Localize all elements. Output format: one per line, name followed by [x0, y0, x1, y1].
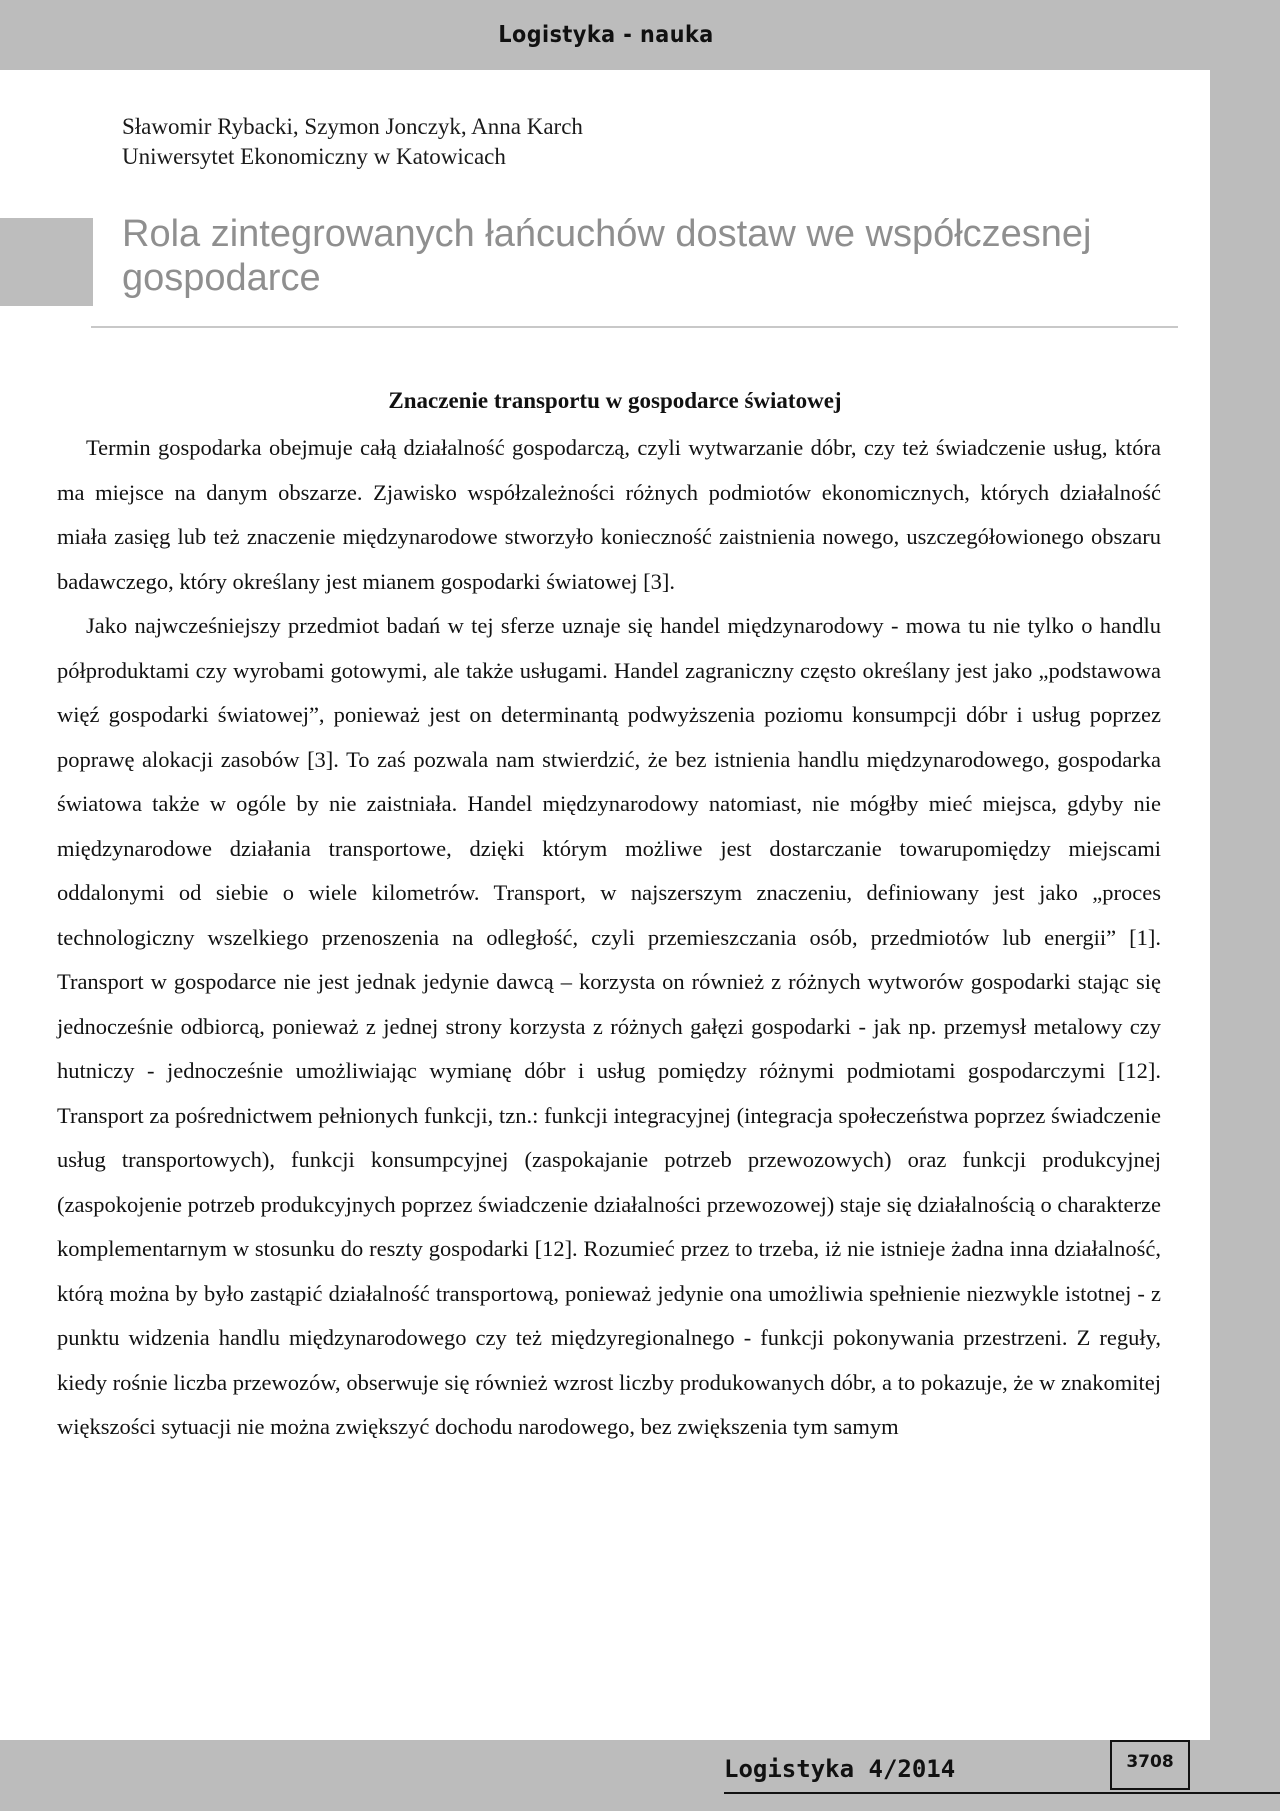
- article-body: [57, 426, 1161, 1450]
- title-rule: [91, 326, 1178, 328]
- journal-issue: Logistyka 4/2014: [724, 1755, 956, 1783]
- affiliation: Uniwersytet Ekonomiczny w Katowicach: [122, 144, 506, 169]
- title-band: [0, 218, 93, 306]
- author-block: [122, 112, 583, 172]
- paragraph: Termin gospodarka obejmuje całą działalność gospodarczą, czyli wytwarzanie dóbr, czy też świadczenie usług, która ma miejsce na danym obszarze. Zjawisko współzależności różnych podmiotów ekonomicznych, których działalność miała zasięg lub też znaczenie międzynarodowe stworzyło konieczność zaistnienia nowego, uszczegółowionego obszaru badawczego, który określany jest mianem gospodarki światowej [3].: [57, 435, 1161, 594]
- section-heading: Znaczenie transportu w gospodarce światowej: [388, 388, 842, 413]
- page-footer: [0, 1740, 1280, 1811]
- authors: Sławomir Rybacki, Szymon Jonczyk, Anna Karch: [122, 114, 583, 139]
- page-number: 3708: [1126, 1752, 1174, 1772]
- journal-header: [0, 0, 1280, 70]
- paper-title: Rola zintegrowanych łańcuchów dostaw we współczesnej gospodarce: [122, 213, 1092, 299]
- paragraph: Jako najwcześniejszy przedmiot badań w tej sferze uznaje się handel międzynarodowy - mowa tu nie tylko o handlu półproduktami czy wyrobami gotowymi, ale także usługami. Handel zagraniczny często określany jest jako „podstawowa więź gospodarki światowej”, ponieważ jest on determinantą podwyższenia poziomu konsumpcji dóbr i usług poprzez poprawę alokacji zasobów [3]. To zaś pozwala nam stwierdzić, że bez istnienia handlu międzynarodowego, gospodarka światowa także w ogóle by nie zaistniała. Handel międzynarodowy natomiast, nie mógłby mieć miejsca, gdyby nie międzynarodowe działania transportowe, dzięki którym możliwe jest dostarczanie towarupomiędzy miejscami oddalonymi od siebie o wiele kilometrów. Transport, w najszerszym znaczeniu, definiowany jest jako „proces technologiczny wszelkiego przenoszenia na odległość, czyli przemieszczania osób, przedmiotów lub energii” [1]. Transport w gospodarce nie jest jednak jedynie dawcą – korzysta on również z różnych wytworów gospodarki stając się jednocześnie odbiorcą, ponieważ z jednej strony korzysta z różnych gałęzi gospodarki - jak np. przemysł metalowy czy hutniczy - jednocześnie umożliwiając wymianę dóbr i usług pomiędzy różnymi podmiotami gospodarczymi [12]. Transport za pośrednictwem pełnionych funkcji, tzn.: funkcji integracyjnej (integracja społeczeństwa poprzez świadczenie usług transportowych), funkcji konsumpcyjnej (zaspokajanie potrzeb przewozowych) oraz funkcji produkcyjnej (zaspokojenie potrzeb produkcyjnych poprzez świadczenie działalności przewozowej) staje się działalnością o charakterze komplementarnym w stosunku do reszty gospodarki [12]. Rozumieć przez to trzeba, iż nie istnieje żadna inna działalność, którą można by było zastąpić działalność transportową, ponieważ jedynie ona umożliwia spełnienie niezwykle istotnej - z punktu widzenia handlu międzynarodowego czy też międzyregionalnego - funkcji pokonywania przestrzeni. Z reguły, kiedy rośnie liczba przewozów, obserwuje się również wzrost liczby produkowanych dóbr, a to pokazuje, że w znakomitej większości sytuacji nie można zwiększyć dochodu narodowego, bez zwiększenia tym samym: [57, 613, 1161, 1439]
- footer-rule: [724, 1792, 1280, 1794]
- journal-section-label: Logistyka - nauka: [498, 22, 714, 48]
- page-number-box: [1110, 1740, 1190, 1790]
- page: [0, 70, 1210, 1740]
